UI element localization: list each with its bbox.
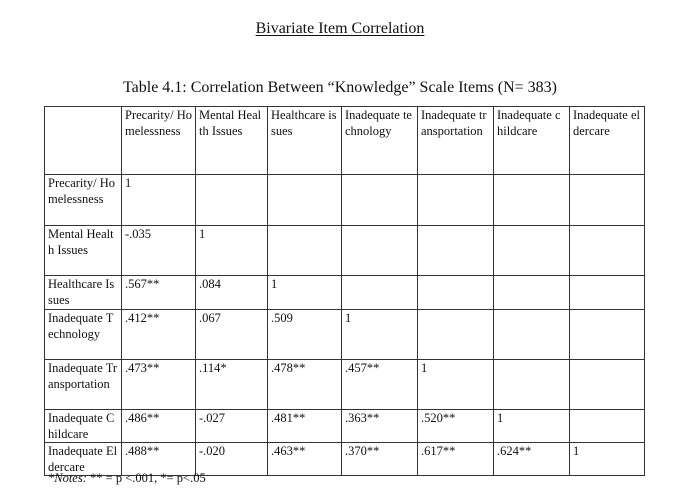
table-cell: .363** <box>342 410 418 443</box>
table-cell: .520** <box>418 410 494 443</box>
table-cell: 1 <box>494 410 570 443</box>
table-cell: .084 <box>196 276 268 310</box>
header-cell-eldercare: Inadequate eldercare <box>570 107 645 175</box>
header-cell-corner <box>45 107 122 175</box>
table-cell: 1 <box>196 226 268 276</box>
header-cell-transportation: Inadequate transportation <box>418 107 494 175</box>
table-caption: Table 4.1: Correlation Between “Knowledge” Scale Items (N= 383) <box>123 79 557 96</box>
table-cell <box>494 360 570 410</box>
header-cell-mental-health: Mental Health Issues <box>196 107 268 175</box>
header-cell-precarity: Precarity/ Homelessness <box>122 107 196 175</box>
table-cell <box>342 175 418 226</box>
row-label: Healthcare Issues <box>45 276 122 310</box>
table-cell: .412** <box>122 310 196 360</box>
table-cell: .478** <box>268 360 342 410</box>
table-row <box>45 175 645 226</box>
table-cell <box>494 175 570 226</box>
table-cell: 1 <box>570 443 645 476</box>
table-cell: .486** <box>122 410 196 443</box>
table-cell: .370** <box>342 443 418 476</box>
table-cell: -.035 <box>122 226 196 276</box>
correlation-table <box>44 106 645 476</box>
table-cell: .488** <box>122 443 196 476</box>
table-row <box>45 310 645 360</box>
table-cell <box>570 310 645 360</box>
table-cell: .457** <box>342 360 418 410</box>
table-cell <box>418 276 494 310</box>
table-cell: 1 <box>268 276 342 310</box>
table-cell: .067 <box>196 310 268 360</box>
table-cell: .567** <box>122 276 196 310</box>
row-label: Inadequate Technology <box>45 310 122 360</box>
table-cell <box>570 410 645 443</box>
table-cell: 1 <box>122 175 196 226</box>
table-cell <box>494 310 570 360</box>
table-cell <box>342 226 418 276</box>
row-label: Inadequate Transportation <box>45 360 122 410</box>
table-notes <box>48 470 206 486</box>
document-heading: Bivariate Item Correlation <box>255 20 425 37</box>
table-cell: -.020 <box>196 443 268 476</box>
table-cell <box>570 175 645 226</box>
notes-text: ** = p <.001, *= p<.05 <box>86 471 206 485</box>
table-cell: .463** <box>268 443 342 476</box>
row-label: Inadequate Eldercare <box>45 443 122 476</box>
table-cell <box>196 175 268 226</box>
table-cell <box>268 175 342 226</box>
table-cell: .617** <box>418 443 494 476</box>
table-cell: -.027 <box>196 410 268 443</box>
table-cell: .114* <box>196 360 268 410</box>
header-cell-childcare: Inadequate childcare <box>494 107 570 175</box>
table-cell: .481** <box>268 410 342 443</box>
table-row <box>45 360 645 410</box>
table-cell <box>342 276 418 310</box>
table-cell <box>570 360 645 410</box>
table-row <box>45 226 645 276</box>
header-cell-technology: Inadequate technology <box>342 107 418 175</box>
header-cell-healthcare: Healthcare issues <box>268 107 342 175</box>
table-cell <box>418 175 494 226</box>
table-cell <box>570 276 645 310</box>
row-label: Mental Health Issues <box>45 226 122 276</box>
row-label: Inadequate Childcare <box>45 410 122 443</box>
table-cell: .509 <box>268 310 342 360</box>
table-header-row <box>45 107 645 175</box>
notes-label: *Notes: <box>48 471 87 485</box>
table-cell: 1 <box>418 360 494 410</box>
row-label: Precarity/ Homelessness <box>45 175 122 226</box>
table-cell <box>418 226 494 276</box>
table-cell: .624** <box>494 443 570 476</box>
table-cell: 1 <box>342 310 418 360</box>
table-cell <box>494 276 570 310</box>
table-cell <box>570 226 645 276</box>
table-cell: .473** <box>122 360 196 410</box>
table-cell <box>418 310 494 360</box>
table-cell <box>494 226 570 276</box>
table-row <box>45 276 645 310</box>
table-cell <box>268 226 342 276</box>
table-row <box>45 410 645 443</box>
